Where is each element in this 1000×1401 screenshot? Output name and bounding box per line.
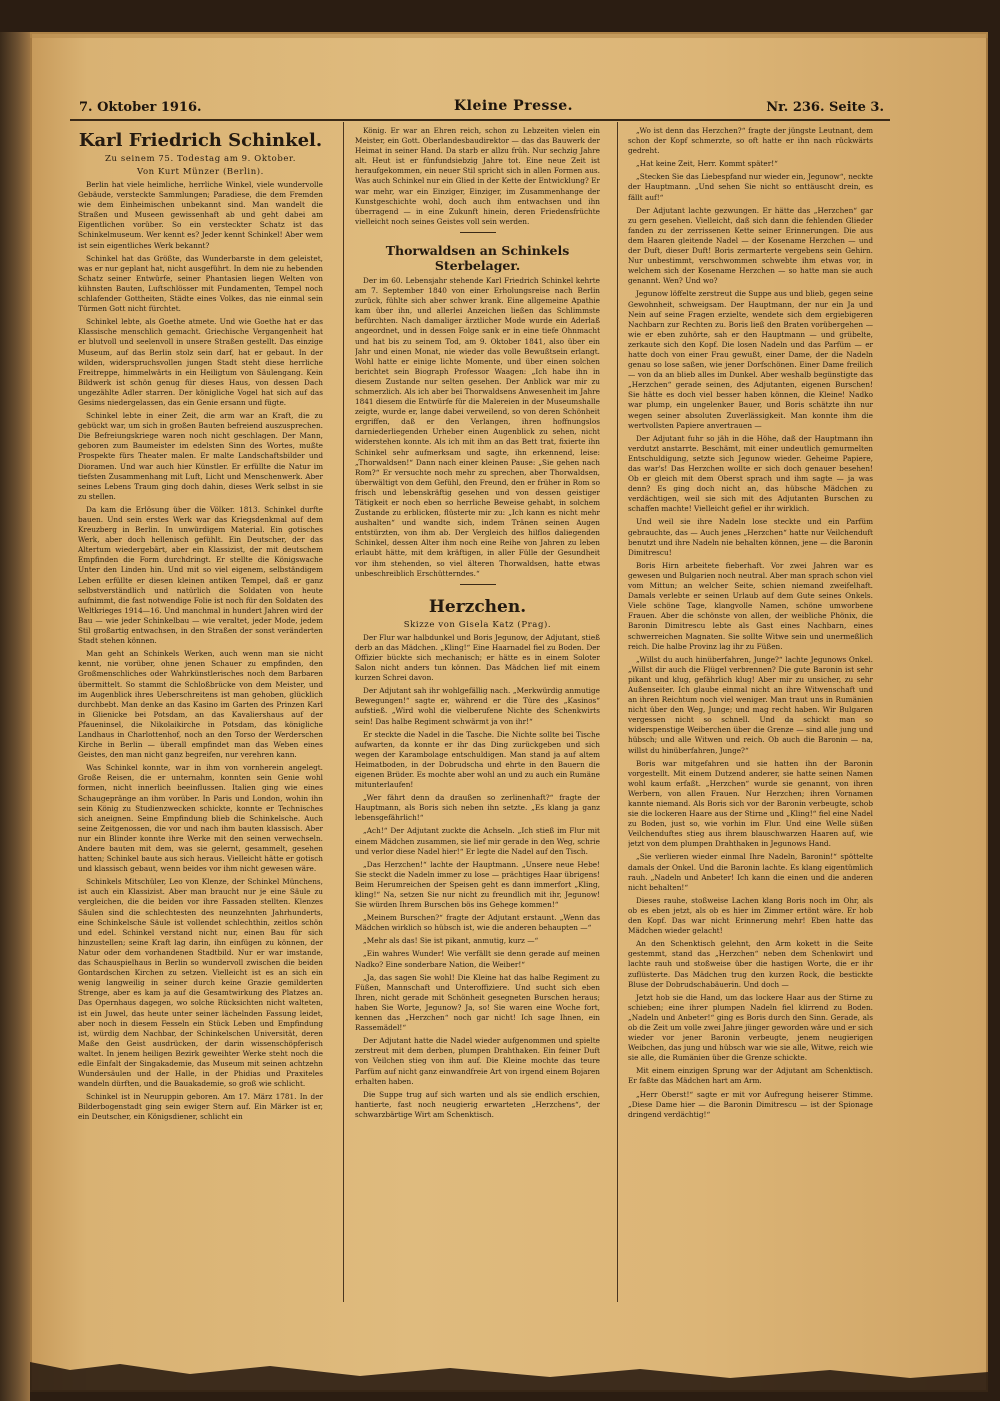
article-byline-schinkel: Von Kurt Münzer (Berlin). <box>137 167 264 177</box>
paragraph: Der Adjutant fuhr so jäh in die Höhe, daß der Hauptmann ihn verdutzt anstarrte. Beschämt, mit einer undeutlich gemurmelten Entschuldigung, setzte sich Jegunow wieder. Geheime Papiere, das war's! Das Herzchen wollte er sich doch genauer besehen! Ob er gleich mit dem Oberst sprach und ihm sagte — ja was denn? Es ging doch nicht an, das hübsche Mädchen zu verdächtigen, weil sie sich mit des Adjutanten Burschen zu schaffen machte! Vielleicht gefiel er ihr wirklich. <box>628 433 873 514</box>
paragraph: Boris Hirn arbeitete fieberhaft. Vor zwei Jahren war es gewesen und Bulgarien noch neutral. Aber man sprach schon viel vom Mittun; an welcher Seite, schien niemand zweifelhaft. Damals verlebte er seinen Urlaub auf dem Gute seines Onkels. Viele schöne Tage, klangvolle Namen, schöne umworbene Frauen. Aber die schönste von allen, der weibliche Phönix, die Baronin Dimitrescu lebte als Gast eines Nachbarn, eines schwerreichen Magnaten. Sie sollte Witwe sein und unermeßlich reich. Die halbe Provinz lag ihr zu Füßen. <box>628 560 873 651</box>
paragraph: „Stecken Sie das Liebespfand nur wieder ein, Jegunow“, neckte der Hauptmann. „Und sehen Sie nicht so enttäuscht drein, es fällt auf!“ <box>628 172 873 202</box>
paragraph: „Meinem Burschen?“ fragte der Adjutant erstaunt. „Wenn das Mädchen wirklich so hübsch ist, wie die anderen behaupten —“ <box>355 913 600 933</box>
article-title-herzchen: Herzchen. <box>428 596 527 617</box>
paragraph: „Hat keine Zeit, Herr. Kommt später!“ <box>636 159 778 169</box>
paragraph: Schinkel ist in Neuruppin geboren. Am 17. März 1781. In der Bilderbogenstadt ging sein ewiger Stern auf. Ein Märker ist er, ein Deutscher, ein Königsdiener, schlicht ein <box>78 1092 323 1122</box>
column-divider-2 <box>617 122 618 1302</box>
column-1 <box>78 126 323 1311</box>
column-2 <box>355 126 600 1311</box>
paragraph: An den Schenktisch gelehnt, den Arm kokett in die Seite gestemmt, stand das „Herzchen“ neben dem Schenkwirt und lachte rauh und stoßweise über die hastigen Worte, die er ihr zuflüsterte. Das Mädchen trug den kurzen Rock, die bestickte Bluse der Dobrudschabäuerin. Und doch — <box>628 939 873 989</box>
paragraph: Boris war mitgefahren und sie hatten ihn der Baronin vorgestellt. Mit einem Dutzend anderer, sie hatte seinen Namen wohl kaum erfaßt. „Herzchen“ wurde sie genannt, von ihren Werbern, von allen Frauen. Nur Herzchen; ihren Vornamen kannte niemand. Als Boris sich vor der Baronin verbeugte, schob sie die lockeren Haare aus der Stirne und „Kling!“ fiel eine Nadel zu Boden, just so, wie vorhin im Flur. Und eine Welle süßen Veilchenduftes stieg aus ihrem blauschwarzen Haaren auf, wie jetzt von dem plumpen Drahthaken in Jegunows Hand. <box>628 758 873 849</box>
column-3 <box>628 126 873 1311</box>
paragraph: „Wer fährt denn da draußen so zerlinenhaft?“ fragte der Hauptmann, als Boris sich neben ihn setzte. „Es klang ja ganz lebensgefährlich!“ <box>355 793 600 823</box>
article-separator <box>460 584 496 585</box>
article-separator <box>460 232 496 233</box>
paragraph: Jetzt hob sie die Hand, um das lockere Haar aus der Stirne zu schieben; eine ihrer plumpen Nadeln fiel klirrend zu Boden. „Nadeln und Anbeter!“ ging es Boris durch den Sinn. Gerade, als ob die Zeit um volle zwei Jahre jünger geworden wäre und er sich wieder vor jener Baronin verbeugte, jenem neugierigen Weibchen, das jung und hübsch war wie sie alle, Witwe, reich wie sie alle, die Rumänien über die Grenze schickte. <box>628 992 873 1063</box>
article-title-thorwaldsen: Thorwaldsen an Schinkels Sterbelager. <box>385 242 570 273</box>
header-date: 7. Oktober 1916. <box>79 100 202 115</box>
article-subtitle-herzchen: Skizze von Gisela Katz (Prag). <box>403 619 552 630</box>
header-newspaper-name: Kleine Presse. <box>454 98 574 114</box>
paragraph: „Willst du auch hinüberfahren, Junge?“ lachte Jegunows Onkel. „Willst dir auch die Flügel verbrennen? Die gute Baronin ist sehr pikant und klug, gefährlich klug! Aber mir zu unsicher, zu sehr Außenseiter. Ich glaube einmal nicht an ihre Witwenschaft und an ihren Reichtum noch viel weniger. Man traut uns in Rumänien nicht über den Weg, Junge; und mag recht haben. Wir Bulgaren vergessen nicht so schnell. Und da schickt man so widerspenstige Weiberchen über die Grenze — sind alle jung und hübsch; und alle Witwen und reich. Ob auch die Baronin — na, willst du hinüberfahren, Junge?“ <box>628 654 873 755</box>
article-title-schinkel: Karl Friedrich Schinkel. <box>78 130 323 151</box>
paragraph: Der Adjutant lachte gezwungen. Er hätte das „Herzchen“ gar zu gern gesehen. Vielleicht, daß sich dann die fehlenden Glieder fanden zu der zerrissenen Kette seiner Erinnerungen. Die aus dem Haaren gleitende Nadel — der Kosename Herzchen — und der Duft, dieser Duft! Boris zermarterte vergebens sein Gehirn. Nur unbestimmt, verschwommen schwebte ihm etwas vor, in welchem sich der Kosename Herzchen — so hatte man sie auch genannt. Wen? Und wo? <box>628 205 873 286</box>
paragraph: Der Adjutant hatte die Nadel wieder aufgenommen und spielte zerstreut mit dem derben, plumpen Drahthaken. Ein feiner Duft von Veilchen stieg von ihm auf. Die Kleine mochte das teure Parfüm auf nicht ganz einwandfreie Art von irgend einem Bojaren erhalten haben. <box>355 1036 600 1086</box>
paragraph: Der im 60. Lebensjahr stehende Karl Friedrich Schinkel kehrte am 7. September 1840 von einer Erholungsreise nach Berlin zurück, fühlte sich aber schwer krank. Eine allgemeine Apathie kam über ihn, und allerlei Anzeichen ließen das Schlimmste befürchten. Nach damaliger ärztlicher Mode wurde ein Aderlaß angeordnet, und in dessen Folge sank er in eine tiefe Ohnmacht und hat bis zu seinem Tod, am 9. Oktober 1841, also über ein Jahr und einen Monat, nie wieder das volle Bewußtsein erlangt. Wohl hatte er einige lichte Momente, und über einen solchen berichtet sein Biograph Professor Waagen: „Ich habe ihn in diesem Zustande nur selten gesehen. Der Anblick war mir zu schmerzlich. Als ich aber bei Thorwaldsens Anwesenheit im Jahre 1841 diesem die Entwürfe für die Malereien in der Museumshalle zeigte, wurde er, lange dabei verweilend, so von deren Schönheit ergriffen, daß er den Verlangen, ihren hoffnungslos darniederliegenden Urheber einen Augenblick zu sehen, nicht widerstehen konnte. Als ich mit ihm an das Bett trat, fixierte ihn Schinkel sehr aufmerksam und sagte, ihn erkennend, leise: „Thorwaldsen!“ Dann nach einer kleinen Pause: „Sie gehen nach Rom?“ Er versuchte noch mehr zu sprechen, aber Thorwaldsen, überwältigt von dem Gefühl, den Freund, den er früher in Rom so frisch und lebenskräftig gesehen und von dessen geistiger Tätigkeit er noch eben so herrliche Beweise gehabt, in solchem Zustande zu erblicken, flüsterte mir zu: „Ich kann es nicht mehr aushalten“ und wandte sich, indem Tränen seinen Augen entstürzten, von ihm ab. Der Vergleich des hilflos daliegenden Schinkel, dessen Alter ihm noch eine Reihe von Jahren zu leben erlaubt hätte, mit dem kräftigen, in aller Fülle der Gesundheit vor ihm stehenden, so viel älteren Thorwaldsen, hatte etwas unbeschreiblich Erschütterndes.“ <box>355 275 600 578</box>
paragraph: Er steckte die Nadel in die Tasche. Die Nichte sollte bei Tische aufwarten, da konnte er ihr das Ding zurückgeben und sich wegen der Karambolage entschuldigen. Man stand ja auf altem Heimatboden, in der Dobrudscha und ehrte in den Bauern die eigenen Brüder. Es mochte aber wohl an und zu auch ein Rumäne mitunterlaufen! <box>355 729 600 790</box>
paragraph: „Herr Oberst!“ sagte er mit vor Aufregung heiserer Stimme. „Diese Dame hier — die Baronin Dimitrescu — ist der Spionage dringend verdächtig!“ <box>628 1089 873 1119</box>
paragraph: Was Schinkel konnte, war in ihm von vornherein angelegt. Große Reisen, die er unternahm, konnten sein Genie wohl formen, nicht innerlich beeinflussen. Italien ging wie eines Schaugepränge an ihm vorüber. In Paris und London, wohin ihn sein König zu Studienzwecken schickte, konnte er Technisches sich aneignen. Seine Empfindung blieb die Schinkelsche. Auch seine Zeitgenossen, die vor und nach ihm bauten klassisch. Aber nur ein Blinder konnte ihre Werke mit den seinen verwechseln. Andere bauten mit dem, was sie gelernt, gesammelt, gesehen hatten; Schinkel baute aus sich heraus. Vielleicht hätte er gotisch und klassisch gebaut, wenn beides vor ihm nicht gewesen wäre. <box>78 763 323 874</box>
paragraph: Und weil sie ihre Nadeln lose steckte und ein Parfüm gebrauchte, das — Auch jenes „Herzchen“ hatte nur Veilchenduft benutzt und ihre Nadeln nie behalten können, jene — die Baronin Dimitrescu! <box>628 517 873 557</box>
paragraph: Der Flur war halbdunkel und Boris Jegunow, der Adjutant, stieß derb an das Mädchen. „Kling!“ Eine Haarnadel fiel zu Boden. Der Offizier bückte sich mechanisch; er hätte es in einem Soloter Salon nicht anders tun können. Das Mädchen lief mit einem kurzen Schrei davon. <box>355 632 600 683</box>
paragraph: „Ja, das sagen Sie wohl! Die Kleine hat das halbe Regiment zu Füßen, Mannschaft und Unteroffiziere. Und sucht sich eben Ihren, nicht gerade mit Schönheit gesegneten Burschen heraus; haben Sie Worte, Jegunow? Ja, so! Sie waren eine Woche fort, kennen das „Herzchen“ noch gar nicht! Ich sage Ihnen, ein Rassemädel!“ <box>355 972 600 1033</box>
paragraph: Schinkel hat das Größte, das Wunderbarste in dem geleistet, was er nur geplant hat, nicht ausgeführt. In dem nie zu hebenden Schatz seiner Entwürfe, seiner Phantasien liegen Welten von kühnsten Bauten, Luftschlösser mit Fundamenten, Tempel noch schlafender Gottheiten, Städte eines Volkes, das nie einmal sein Türmen Gott nicht fürchtet. <box>78 253 323 314</box>
header-rule <box>70 119 890 121</box>
paragraph: Schinkel lebte in einer Zeit, die arm war an Kraft, die zu gebückt war, um sich in großen Bauten befreiend auszusprechen. Die Befreiungskriege waren noch nicht geschlagen. Der Mann, geboren zum Baumeister im edelsten Sinn des Wortes, mußte Prospekte fürs Theater malen. Er malte Landschaftsbilder und Dioramen. Und war auch hier Künstler. Er erfüllte die Natur im tiefsten Zusammenhang mit Luft, Licht und Menschenwerk. Aber seines Lebens Traum ging doch dahin, dieses Werk selbst in sie zu stellen. <box>78 411 323 501</box>
paragraph: König. Er war an Ehren reich, schon zu Lebzeiten vielen ein Meister, ein Gott. Oberlandesbaudirektor — das das Bauwerk der Heimat in seiner Hand. Da starb er allzu früh. Nur sechzig Jahre alt. Heut ist er fünfundsiebzig Jahre tot. Eine neue Zeit ist heraufgekommen, ein neuer Stil spricht sich in allen Formen aus. Was auch Schinkel nur ein Glied in der Kette der Entwicklung? Er war mehr, war ein Einziger, Einziger, im Zusammenhange der Kunstgeschichte wohl, doch auch ihm entwachsen und ihn überragend — in eine Zukunft hinein, deren Friedensfrüchte vielleicht noch seines Geistes voll sein werden. <box>355 126 600 226</box>
paragraph: Schinkels Mitschüler, Leo von Klenze, der Schinkel Münchens, ist auch ein Klassizist. Aber man braucht nur je eine Säule zu vergleichen, die die beiden vor ihre Fassaden stellten. Klenzes Säulen sind die schlechtesten des neunzehnten Jahrhunderts, eine Schinkelsche Säule ist vollendet schlechthin, zeitlos schön und edel. Schinkel verstand nicht nur, einen Bau für sich hinzustellen; seine Kraft lag darin, ihn einfügen zu können, der Natur oder dem vorhandenen Stadtbild. Nur er war imstande, das Schauspielhaus in Berlin so wundervoll zwischen die beiden Gontardschen Kirchen zu setzen. Vielleicht ist es an sich ein wenig langweilig in seiner durch keine Grazie gemilderten Strenge, aber es kam ja auf die Gesamtwirkung des Platzes an. Das Opernhaus dagegen, wo solche Rücksichten nicht walteten, ist ein Juwel, das heute unter seiner lächelnden Fassung leidet, aber noch in diesem Fesseln ein Stück Leben und Empfindung ist, würdig dem Nachbar, der Schinkelschen Universität, deren Maße den Geist ausdrücken, der darin wissenschöpferisch waltet. In jenem heiligen Bezirk geweihter Werke steht noch die edle Einfalt der Singakademie, das Museum mit seinen achtzehn Wundersäulen und der Halle, in der Phidias und Praxiteles wandeln dürften, und die Bauakademie, so groß wie schlicht. <box>78 877 323 1089</box>
binding-strip <box>0 32 30 1401</box>
paragraph: Man geht an Schinkels Werken, auch wenn man sie nicht kennt, nie vorüber, ohne jenen Schauer zu empfinden, den Großmenschliches oder Wahrkünstlerisches noch dem Barbaren übermittelt. So stammt die Schloßbrücke von dem Meister, und im Augenblick ihres Ueberschreitens ist man gehoben, glücklich durchbebt. Man denke an das Kasino im Garten des Prinzen Karl in Glienicke bei Potsdam, an das Kavaliershaus auf der Pfaueninsel, die Nikolaikirche in Potsdam, das königliche Landhaus in Charlottenhof, noch an den Torso der Werderschen Kirche in Berlin — überall empfindet man das Weben eines Geistes, den man nicht ganz begreifen, nur verehren kann. <box>78 649 323 760</box>
paragraph: Der Adjutant sah ihr wohlgefällig nach. „Merkwürdig anmutige Bewegungen!“ sagte er, während er die Türe des „Kasinos“ aufstieß. „Wird wohl die vielberufene Nichte des Schenkwirts sein! Das halbe Regiment schwärmt ja von ihr!“ <box>355 686 600 726</box>
column-divider-1 <box>343 122 344 1302</box>
header-page-number: Nr. 236. Seite 3. <box>766 100 884 115</box>
paragraph: Dieses rauhe, stoßweise Lachen klang Boris noch im Ohr, als ob es eben jetzt, als ob es hier im Zimmer ertönt wäre. Er hob den Kopf. Das war nicht Erinnerung mehr! Eben hatte das Mädchen wieder gelacht! <box>628 895 873 936</box>
paragraph: Mit einem einzigen Sprung war der Adjutant am Schenktisch. Er faßte das Mädchen hart am Arm. <box>628 1066 873 1086</box>
paragraph: „Ach!“ Der Adjutant zuckte die Achseln. „Ich stieß im Flur mit einem Mädchen zusammen, sie lief mir gerade in den Weg, schrie und verlor diese Nadel hier!“ Er legte die Nadel auf den Tisch. <box>355 826 600 856</box>
paragraph: Da kam die Erlösung über die Völker. 1813. Schinkel durfte bauen. Und sein erstes Werk war das Kriegsdenkmal auf dem Kreuzberg in Berlin. In unwürdigem Material. Ein gotisches Werk, aber doch hellenisch gefühlt. Ein Deutscher, der das Altertum wiedergebärt, aber ein Klassizist, der mit deutschem Empfinden die Form durchdringt. Er stellte die Königswache Unter den Linden hin. Und mit so viel eigenem, selbständigem Leben erfüllte er diesen kleinen antiken Tempel, daß er ganz selbstverständlich und natürlich die Soldaten von heute aufnimmt, die fast notwendige Folie ist noch für den Soldaten des Weltkrieges 1914—16. Und manchmal in hundert Jahren wird der Bau — wie jeder Schinkelbau — wie veraltet, jeder Mode, jedem Stil großartig entwachsen, in den Straßen der sonst veränderten Stadt stehen können. <box>78 504 323 646</box>
paragraph: „Das Herzchen!“ lachte der Hauptmann. „Unsere neue Hebe! Sie steckt die Nadeln immer zu lose — prächtiges Haar übrigens! Beim Herumreichen der Speisen geht es dann immerfort „Kling, kling!“ Na, setzen Sie nur nicht zu freundlich mit ihr, Jegunow! Sie würden Ihrem Burschen bös ins Gehege kommen!“ <box>355 859 600 910</box>
paragraph: „Mehr als das! Sie ist pikant, anmutig, kurz —“ <box>363 936 539 946</box>
paragraph: Jegunow löffelte zerstreut die Suppe aus und blieb, gegen seine Gewohnheit, schweigsam. Der Hauptmann, der nur ein Ja und Nein auf seine Fragen erzielte, wendete sich dem ergiebigeren Nachbarn zur Rechten zu. Boris ließ den Braten vorübergehen — wie er eben zuhörte, sah er den Hauptmann — und grübelte, zerkaute sich den Kopf. Die losen Nadeln und das Parfüm — er hatte doch von einer Frau gewußt, einer Dame, der die Nadeln genau so lose saßen, wie jener Dorfschönen. Einer Dame freilich — von da an blieb alles im Dunkel. Aber weshalb begünstigte das „Herzchen“ gerade seinen, des Adjutanten, eigenen Burschen! Sie hätte es doch viel besser haben können, die Kleine! Nadko war plump, ein ungelenker Bauer, und Boris schätzte ihn nur wegen seiner absoluten Zuverlässigkeit. Man konnte ihm die wertvollsten Papiere anvertrauen — <box>628 289 873 430</box>
paragraph: „Sie verlieren wieder einmal Ihre Nadeln, Baronin!“ spöttelte damals der Onkel. Und die Baronin lachte. Es klang eigentümlich rauh. „Nadeln und Anbeter! Ich kann die einen und die anderen nicht behalten!“ <box>628 852 873 892</box>
article-subtitle-schinkel: Zu seinem 75. Todestag am 9. Oktober. <box>104 154 297 164</box>
paragraph: Schinkel lebte, als Goethe atmete. Und wie Goethe hat er das Klassische menschlich gemacht. Griechische Vergangenheit hat er blutvoll und seelenvoll in unsere Straßen gestellt. Das einzige Museum, auf das Berlin stolz sein darf, hat er gebaut. In der wilden, widerspruchsvollen jungen Stadt steht diese herrliche Freitreppe, himmelwärts in ein Heiligtum von Säulengang. Kein Bildwerk ist schön genug für dieses Haus, von dessen Dach ungezählte Adler starren. Der königliche Vogel hat sich auf das Gesims niedergelassen, das ein Genie ersann und fügte. <box>78 317 323 407</box>
paragraph: „Ein wahres Wunder! Wie verfällt sie denn gerade auf meinen Nadko? Eine sonderbare Nation, die Weiber!“ <box>355 949 600 969</box>
paragraph: Die Suppe trug auf sich warten und als sie endlich erschien, hantierte, fast noch neugierig erwarteten „Herzchens“, der schwarzbärtige Wirt am Schenktisch. <box>355 1089 600 1119</box>
newspaper-page <box>30 32 988 1392</box>
paragraph: Berlin hat viele heimliche, herrliche Winkel, viele wundervolle Gebäude, versteckte Sammlungen; Paradiese, die dem Fremden wie dem Einheimischen unbekannt sind. Man wandelt die Straßen und Museen gewissenhaft ab und geht dabei am Eigentlichen vorüber. So ein versteckter Schatz ist das Schinkelmuseum. Wer kennt es? Jeder kennt Schinkel! Aber wem ist sein eigentliches Werk bekannt? <box>78 180 323 250</box>
paragraph: „Wo ist denn das Herzchen?“ fragte der jüngste Leutnant, dem schon der Kopf schmerzte, so oft hatte er ihn nach rückwärts gedreht. <box>628 126 873 156</box>
